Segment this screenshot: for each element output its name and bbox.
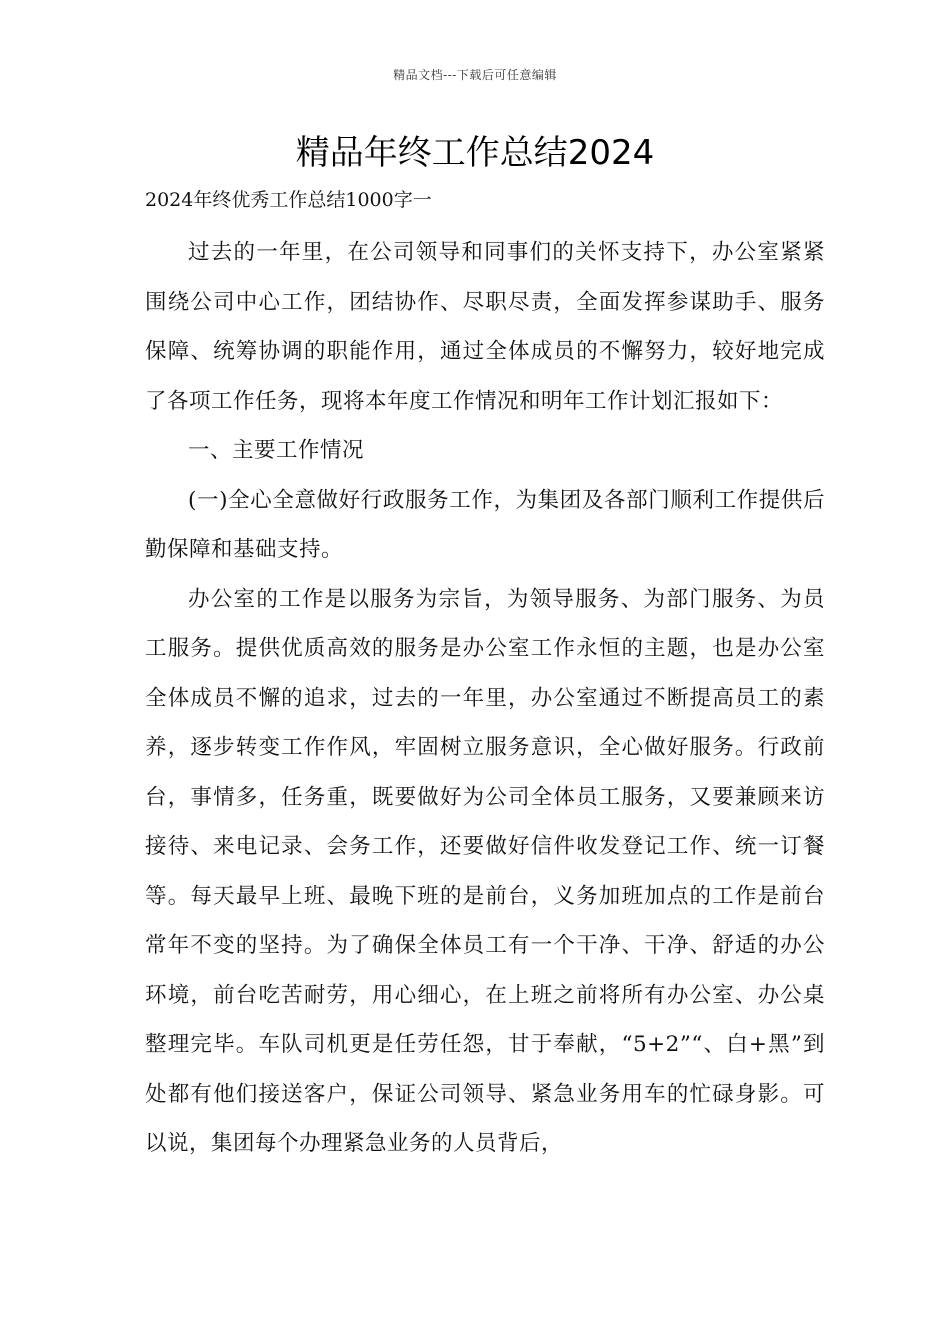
section-heading-main-work: 一、主要工作情况 [188,438,365,463]
paragraph-intro: 过去的一年里，在公司领导和同事们的关怀支持下，办公室紧紧围绕公司中心工作，团结协作、尽职尽责，全面发挥参谋助手、服务保障、统筹协调的职能作用，通过全体成员的不懈努力，较好地完成了各项工作任务，现将本年度工作情况和明年工作计划汇报如下： [145,240,825,414]
paragraph-office-service: 办公室的工作是以服务为宗旨，为领导服务、为部门服务、为员工服务。提供优质高效的服务是办公室工作永恒的主题，也是办公室全体成员不懈的追求，过去的一年里，办公室通过不断提高员工的素养，逐步转变工作作风，牢固树立服务意识，全心做好服务。行政前台，事情多，任务重，既要做好为公司全体员工服务，又要兼顾来访接待、来电记录、会务工作，还要做好信件收发登记工作、统一订餐等。每天最早上班、最晚下班的是前台，义务加班加点的工作是前台常年不变的坚持。为了确保全体员工有一个干净、干净、舒适的办公环境，前台吃苦耐劳，用心细心，在上班之前将所有办公室、办公桌整理完毕。车队司机更是任劳任怨，甘于奉献，“5+2”“、白+黑”到处都有他们接送客户，保证公司领导、紧急业务用车的忙碌身影。可以说，集团每个办理紧急业务的人员背后， [145,586,825,1156]
header-note: 精品文档---下载后可任意编辑 [393,68,557,82]
document-body [145,228,825,1169]
document-title: 精品年终工作总结2024 [295,133,655,173]
document-subtitle: 2024年终优秀工作总结1000字一 [145,189,432,211]
subsection-heading-admin-service: (一)全心全意做好行政服务工作，为集团及各部门顺利工作提供后勤保障和基础支持。 [145,487,825,562]
